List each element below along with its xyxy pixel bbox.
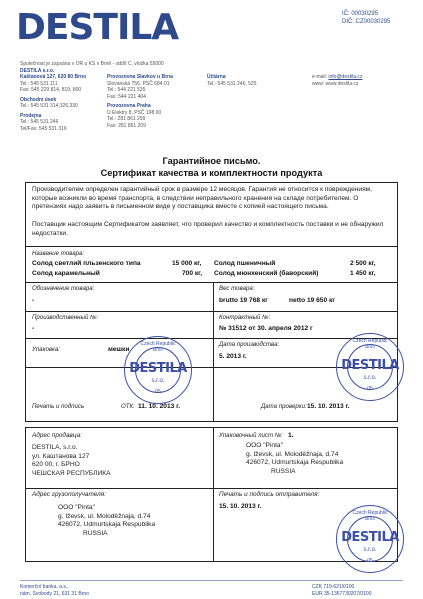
buyer-line: OOO "Pinta" [246,442,283,449]
designation-value: - [32,297,35,304]
footer-accounts [312,584,372,598]
seller-line: 620 00, г. БРНО [32,461,80,469]
buyer-line: 426072, Udmurtskaja Respublika [246,459,344,467]
buyer-line: g. Iževsk, ul. Moloděžnaja, d.74 [246,450,339,458]
slavkov-address: Slovanská 756, PSČ 684 01 [107,80,170,87]
praha-name: Provozovna Praha [107,103,151,109]
praha-fax: Fax: 281 861 209 [107,122,146,129]
praha-tel: Tel.: 281 861 299 [107,116,146,122]
consignee-address [58,504,155,538]
divider-vertical [213,428,214,561]
footer-bank [20,584,89,598]
prod-date-label: Дата производства: [219,341,280,348]
slavkov-tel: Tel.: 544 221 535 [107,87,146,93]
contract-label: Контрактный №: [219,314,271,321]
consignee-line: OOO "Pinta" [58,504,95,511]
company-stamp: Czech Republic Brno DESTILA s.r.o. -05- [336,333,404,401]
dic-number: DIČ: CZ00030295 [342,19,391,26]
email-link[interactable]: info@destila.cz [328,74,363,80]
footer-divider [20,580,403,581]
consignee-line: g. Iževsk, ul. Moloděžnaja, d.74 [58,512,151,520]
web-link[interactable]: www.destila.cz [325,80,359,87]
goods-label: Название товара: [32,250,85,257]
goods-2-name: Солод пшеничный [214,260,276,267]
shop-fax: Tel/Fax: 545 531 316 [20,125,67,132]
ic-number: IČ: 00030295 [342,11,379,17]
company-stamp: Czech Republic Brno DESTILA s.r.o. -05- [124,336,192,404]
email-label: e-mail: [312,74,328,80]
company-address: Kaštanová 127, 620 80 Brno [20,74,87,80]
seller-line: ЧЕШСКАЯ РЕСПУБЛИКА [32,469,111,477]
slavkov-name: Provozovna Slavkov u Brna [107,74,173,80]
praha-address: U Elektry 8, PSČ 198 00 [107,109,162,116]
company-tel: Tel.: 545 531 111 [20,80,58,87]
goods-1-name: Солод светлий пльзенского типа [32,260,141,267]
accounting-tel: Tel.: 545 531 246, 525 [207,80,257,87]
intro-paragraph: Производителем определен гарантийный срок в размере 12 месяцов. Гарантия не относится к повреждениям, которые возникли во время транспорта, в следствии неправильного хранения на складе потребителем. О претензиях надо заявить в письменном виде у поставщика вместе с копией настоящего письма. [32,186,373,211]
contract-value: № 31512 от 30. апреля 2012 г [219,325,313,332]
buyer-address [246,442,343,476]
header-accounting [207,74,257,87]
company-stamp: Czech Republic Brno DESTILA s.r.o. -05- [336,505,404,573]
packing-list-label: Упаковочный лист №: [219,432,284,439]
goods-4-qty: 1 450 кг, [350,270,376,277]
seller-address [32,444,111,478]
divider [26,488,397,489]
check-date-value: 15. 10. 2013 г. [307,403,350,410]
goods-3-name: Солод карамельный [32,270,100,277]
packaging-value: мешки [108,346,130,353]
packing-list-value: 1. [288,432,294,439]
accounting-label: Účtárna [207,74,226,80]
seller-line: ул. Каштанова 127 [32,452,90,460]
seller-line: DESTILA, s.r.o. [32,444,78,451]
eur-account: EUR 35-1367730207/0100 [312,590,372,597]
divider [26,282,397,283]
print-sign-label: Печать и подпись [32,403,85,410]
company-name: DESTILA s.r.o. [20,67,55,74]
supplier-statement: Поставщик настоящим Сертификатом заявляет, что проверил качество и комплектность поставки и не обнаружил недостатки. [32,221,384,237]
consignee-label: Адрес грузополучателя: [32,491,106,498]
shop-label: Prodejna [20,112,42,119]
goods-4-name: Солод мюнхенский (баворский) [214,270,319,277]
goods-2-qty: 2 500 кг, [350,260,376,267]
company-ids [342,10,390,26]
designation-label: Обозначение товара: [32,285,95,292]
ship-sign-date: 15. 10. 2013 г. [219,503,262,510]
weight-label: Вес товара: [219,285,255,292]
otk-date: 11. 10. 2013 г. [138,403,181,410]
doc-title: Гарантийное письмо. [162,156,261,166]
weight-netto: netto 19 650 кг [289,297,335,304]
packaging-label: Упаковка: [32,346,60,353]
company-logo: DESTILA [16,7,179,48]
company-fax: Fax: 545 229 814, 819, 800 [20,87,82,93]
bank-name: Komerční banka, a.s., [20,584,69,590]
seller-label: Адрес продавца: [32,432,82,439]
goods-1-qty: 15 000 кг, [172,260,202,267]
header-mid-col [107,74,173,129]
bank-address: nám. Svobody 21, 631 31 Brno [20,590,89,597]
slavkov-fax: Fax: 544 221 404 [107,93,146,100]
production-label: Производственный №: [32,314,99,321]
header-contacts [312,74,362,87]
prod-date-value: 5. 2013 г. [219,353,247,360]
registry-text: Společnost je zapsána v OR u KS v Brně - oddíl C, vložka 55000 [20,61,164,67]
divider-vertical [213,282,214,421]
buyer-line: RUSSIA [271,467,296,475]
consignee-line: RUSSIA [83,529,108,537]
weight-brutto: brutto 19 768 кг [219,297,268,304]
sales-tel: Tel.: 545 531 314,326,330 [20,103,78,109]
goods-3-qty: 700 кг, [182,270,203,277]
divider [26,246,397,247]
consignee-line: 426072, Udmurtskaja Respublika [58,521,156,529]
doc-subtitle: Сертификат качества и комплектности продукта [100,168,323,178]
sales-dept: Obchodní úsek [20,96,57,103]
ship-sign-label: Печать и подпись отправителя: [219,491,320,498]
check-date-label: Дата проверки: [261,403,307,410]
otk-label: ОТК: [121,403,135,410]
web-label: www: [312,80,325,87]
shop-tel: Tel.: 545 531 246 [20,119,59,125]
czk-account: CZK 719-621/0100 [312,584,355,590]
production-value: - [32,325,35,332]
divider [26,311,397,312]
